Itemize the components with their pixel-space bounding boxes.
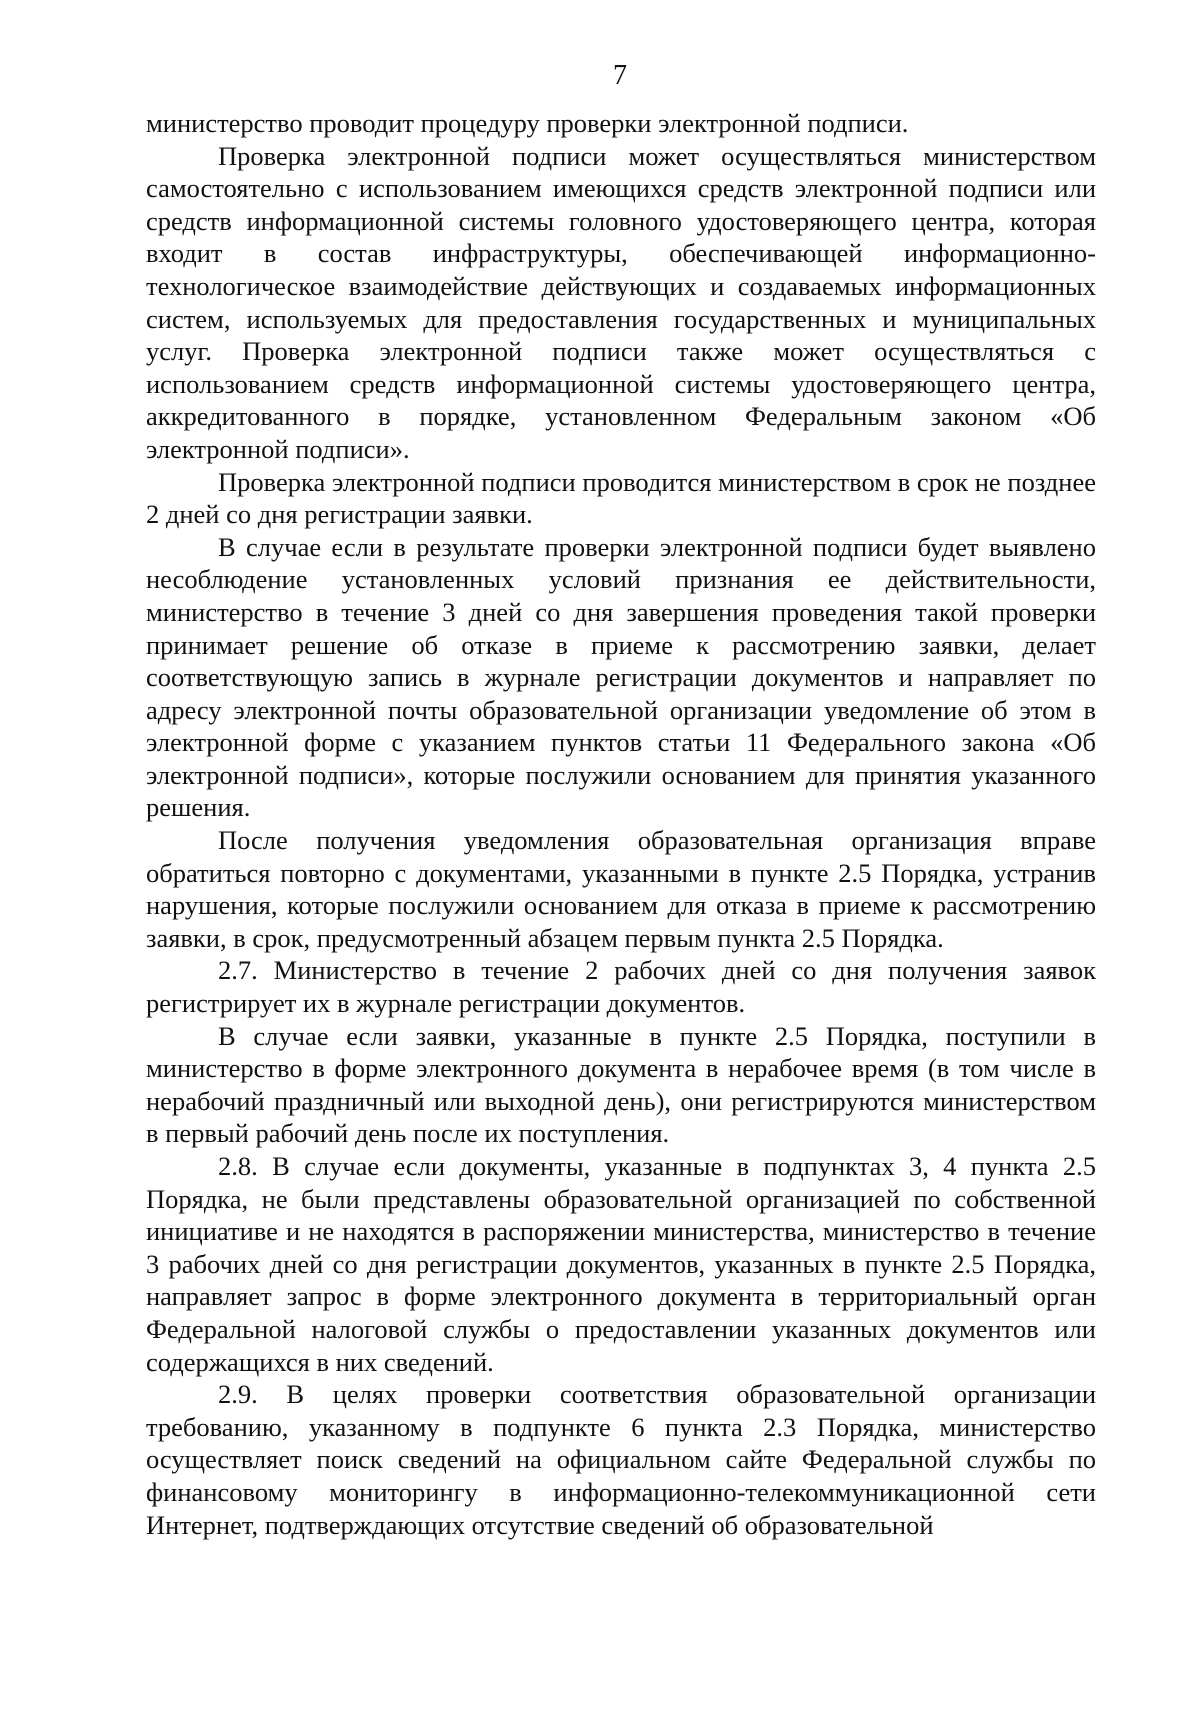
paragraph-1: министерство проводит процедуру проверки электронной подписи. [146, 108, 909, 138]
document-body [146, 107, 1096, 1541]
paragraph-6: 2.7. Министерство в течение 2 рабочих дней со дня получения заявок регистрирует их в журнале регистрации документов. [146, 955, 1096, 1019]
paragraph-2: Проверка электронной подписи может осуществляться министерством самостоятельно с использованием имеющихся средств электронной подписи или средств информационной системы головного удостоверяющего центра, которая входит в состав инфраструктуры, обеспечивающей информационно-технологическое взаимодействие действующих и создаваемых информационных систем, используемых для предоставления государственных и муниципальных услуг. Проверка электронной подписи также может осуществляться с использованием средств информационной системы удостоверяющего центра, аккредитованного в порядке, установленном Федеральным законом «Об электронной подписи». [146, 140, 1096, 464]
paragraph-4: В случае если в результате проверки электронной подписи будет выявлено несоблюдение установленных условий признания ее действительности, министерство в течение 3 дней со дня завершения проведения такой проверки принимает решение об отказе в приеме к рассмотрению заявки, делает соответствующую запись в журнале регистрации документов и направляет по адресу электронной почты образовательной организации уведомление об этом в электронной форме с указанием пунктов статьи 11 Федерального закона «Об электронной подписи», которые послужили основанием для принятия указанного решения. [146, 531, 1096, 823]
paragraph-9: 2.9. В целях проверки соответствия образовательной организации требованию, указанному в подпункте 6 пункта 2.3 Порядка, министерство осуществляет поиск сведений на официальном сайте Федеральной службы по финансовому мониторингу в информационно-телекоммуникационной сети Интернет, подтверждающих отсутствие сведений об образовательной [146, 1379, 1096, 1540]
paragraph-3: Проверка электронной подписи проводится министерством в срок не позднее 2 дней со дня регистрации заявки. [146, 466, 1096, 530]
page-number: 7 [613, 60, 627, 91]
paragraph-5: После получения уведомления образовательная организация вправе обратиться повторно с документами, указанными в пункте 2.5 Порядка, устранив нарушения, которые послужили основанием для отказа в приеме к рассмотрению заявки, в срок, предусмотренный абзацем первым пункта 2.5 Порядка. [146, 825, 1096, 953]
paragraph-7: В случае если заявки, указанные в пункте 2.5 Порядка, поступили в министерство в форме электронного документа в нерабочее время (в том числе в нерабочий праздничный или выходной день), они регистрируются министерством в первый рабочий день после их поступления. [146, 1020, 1096, 1149]
paragraph-8: 2.8. В случае если документы, указанные в подпунктах 3, 4 пункта 2.5 Порядка, не были представлены образовательной организацией по собственной инициативе и не находятся в распоряжении министерства, министерство в течение 3 рабочих дней со дня регистрации документов, указанных в пункте 2.5 Порядка, направляет запрос в форме электронного документа в территориальный орган Федеральной налоговой службы о предоставлении указанных документов или содержащихся в них сведений. [146, 1151, 1096, 1377]
